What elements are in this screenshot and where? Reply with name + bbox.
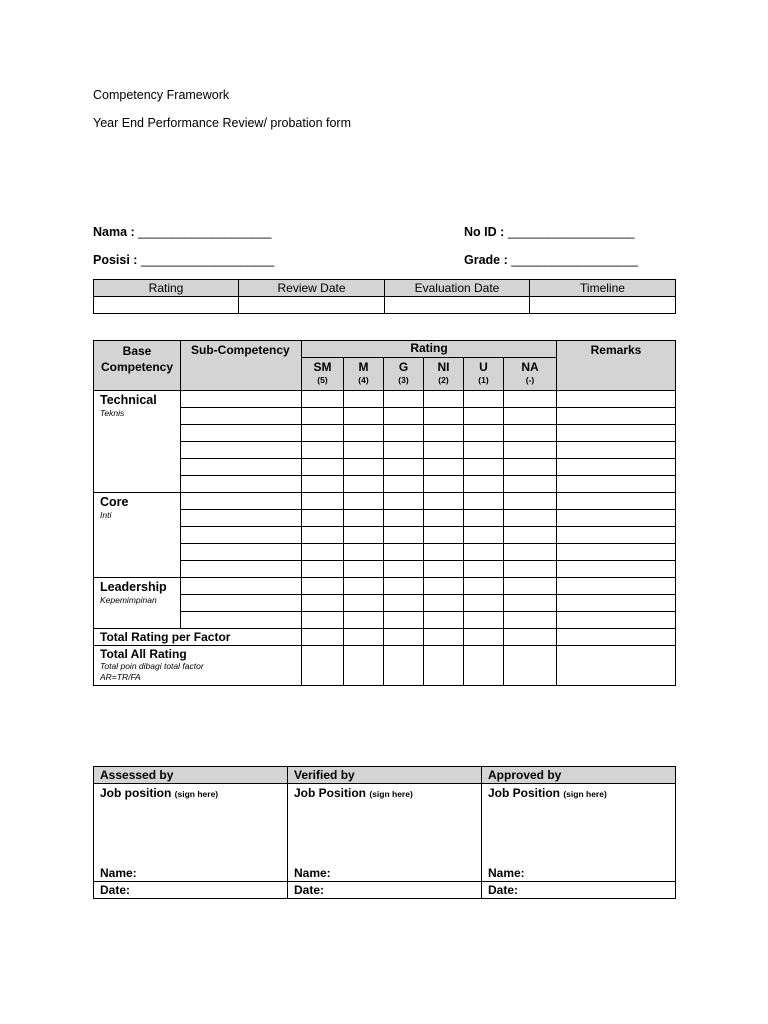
rating-cell[interactable] [424, 595, 464, 612]
rating-cell[interactable] [464, 527, 504, 544]
posisi-label: Posisi : [93, 253, 138, 267]
rating-scale-m [344, 358, 384, 391]
sign-here-hint: (sign here) [174, 789, 219, 799]
rating-cell[interactable] [384, 408, 424, 425]
remarks-cell[interactable] [557, 544, 676, 561]
scale-points: (3) [398, 375, 409, 385]
rating-cell[interactable] [344, 561, 384, 578]
scale-points: (1) [478, 375, 489, 385]
table-row [94, 493, 676, 510]
rating-cell[interactable] [344, 595, 384, 612]
rating-group-header: Rating [302, 341, 557, 358]
scale-points: (-) [525, 375, 535, 385]
table-row [94, 612, 676, 629]
table-row [94, 510, 676, 527]
rating-cell[interactable] [504, 612, 557, 629]
group-subtitle: Inti [100, 510, 112, 520]
table-row [94, 527, 676, 544]
verified-signature-box[interactable] [288, 784, 482, 882]
group-subtitle: Teknis [100, 408, 125, 418]
rating-cell[interactable] [504, 527, 557, 544]
remarks-cell[interactable] [557, 425, 676, 442]
rating-cell[interactable] [464, 442, 504, 459]
rating-cell[interactable] [384, 391, 424, 408]
table-row [94, 476, 676, 493]
total-factor-cell[interactable] [504, 629, 557, 646]
rating-cell[interactable] [384, 561, 424, 578]
rating-cell[interactable] [464, 493, 504, 510]
rating-cell[interactable] [302, 442, 344, 459]
scale-code: G [398, 360, 409, 374]
rating-cell[interactable] [424, 408, 464, 425]
remarks-cell[interactable] [557, 612, 676, 629]
remarks-cell[interactable] [557, 442, 676, 459]
job-position-text: Job Position [488, 786, 560, 800]
rating-header: Rating [94, 280, 239, 297]
grade-line[interactable]: ___________________ [511, 253, 638, 267]
signoff-table [93, 766, 676, 899]
rating-scale-sm [302, 358, 344, 391]
rating-cell[interactable] [94, 297, 239, 314]
posisi-line[interactable]: ____________________ [140, 253, 274, 267]
rating-cell[interactable] [424, 561, 464, 578]
rating-cell[interactable] [504, 510, 557, 527]
rating-cell[interactable] [464, 578, 504, 595]
sub-competency-cell[interactable] [181, 595, 302, 612]
grade-label: Grade : [464, 253, 508, 267]
group-name: Technical [100, 393, 157, 407]
total-all-label: Total All Rating [100, 647, 187, 661]
table-row [94, 442, 676, 459]
total-all-row [94, 646, 676, 686]
assessed-by-header: Assessed by [94, 767, 288, 784]
rating-scale-u [464, 358, 504, 391]
approved-date-cell[interactable]: Date: [482, 882, 676, 899]
total-per-factor-label: Total Rating per Factor [94, 629, 302, 646]
evaluation-date-cell[interactable] [385, 297, 530, 314]
base-competency-technical [94, 391, 181, 493]
rating-cell[interactable] [424, 578, 464, 595]
remarks-cell[interactable] [557, 408, 676, 425]
table-row [94, 595, 676, 612]
remarks-cell[interactable] [557, 595, 676, 612]
review-date-cell[interactable] [239, 297, 385, 314]
rating-cell[interactable] [464, 612, 504, 629]
rating-cell[interactable] [344, 510, 384, 527]
rating-cell[interactable] [344, 544, 384, 561]
rating-cell[interactable] [504, 493, 557, 510]
job-position-text: Job position [100, 786, 172, 800]
sub-competency-cell[interactable] [181, 561, 302, 578]
table-row [94, 578, 676, 595]
sub-competency-cell[interactable] [181, 544, 302, 561]
rating-cell[interactable] [504, 476, 557, 493]
rating-cell[interactable] [384, 527, 424, 544]
rating-cell[interactable] [302, 493, 344, 510]
rating-cell[interactable] [464, 391, 504, 408]
total-factor-cell[interactable] [302, 629, 344, 646]
total-all-cell[interactable] [464, 646, 504, 686]
assessed-signature-box[interactable] [94, 784, 288, 882]
verified-by-header: Verified by [288, 767, 482, 784]
rating-cell[interactable] [384, 442, 424, 459]
sub-competency-cell[interactable] [181, 408, 302, 425]
name-label: Name: [488, 866, 525, 880]
rating-cell[interactable] [302, 391, 344, 408]
rating-cell[interactable] [302, 425, 344, 442]
table-row [94, 391, 676, 408]
rating-cell[interactable] [464, 425, 504, 442]
rating-cell[interactable] [384, 493, 424, 510]
table-row [94, 425, 676, 442]
rating-cell[interactable] [504, 561, 557, 578]
rating-cell[interactable] [424, 476, 464, 493]
rating-cell[interactable] [344, 408, 384, 425]
document-subtitle: Year End Performance Review/ probation form [93, 116, 352, 130]
rating-cell[interactable] [504, 578, 557, 595]
scale-code: M [358, 360, 369, 374]
rating-cell[interactable] [302, 408, 344, 425]
rating-cell[interactable] [384, 459, 424, 476]
rating-cell[interactable] [302, 510, 344, 527]
job-position-label [294, 786, 413, 800]
scale-code: SM [313, 360, 332, 374]
sub-competency-cell[interactable] [181, 510, 302, 527]
rating-cell[interactable] [302, 476, 344, 493]
grade-field[interactable] [464, 253, 638, 267]
sub-competency-cell[interactable] [181, 442, 302, 459]
competency-table [93, 340, 676, 686]
base-competency-leadership [94, 578, 181, 629]
nama-line[interactable]: ____________________ [138, 225, 272, 239]
name-label: Name: [100, 866, 137, 880]
rating-cell[interactable] [344, 527, 384, 544]
rating-cell[interactable] [464, 544, 504, 561]
total-per-factor-row [94, 629, 676, 646]
rating-cell[interactable] [504, 408, 557, 425]
total-factor-cell[interactable] [424, 629, 464, 646]
table-row [94, 561, 676, 578]
scale-points: (2) [438, 375, 449, 385]
verified-date-cell[interactable]: Date: [288, 882, 482, 899]
total-all-formula: AR=TR/FA [100, 672, 141, 682]
job-position-text: Job Position [294, 786, 366, 800]
sub-competency-header: Sub-Competency [181, 341, 302, 391]
total-all-cell[interactable] [344, 646, 384, 686]
scale-points: (4) [358, 375, 369, 385]
rating-cell[interactable] [424, 612, 464, 629]
sub-competency-cell[interactable] [181, 493, 302, 510]
remarks-cell[interactable] [557, 476, 676, 493]
total-all-note: Total poin dibagi total factor [100, 661, 204, 671]
rating-cell[interactable] [504, 425, 557, 442]
scale-points: (5) [317, 375, 328, 385]
total-all-cell[interactable] [504, 646, 557, 686]
table-row [94, 408, 676, 425]
approved-by-header: Approved by [482, 767, 676, 784]
rating-scale-ni [424, 358, 464, 391]
scale-code: NI [437, 360, 450, 374]
total-all-remarks-cell[interactable] [557, 646, 676, 686]
total-all-cell[interactable] [302, 646, 344, 686]
rating-cell[interactable] [344, 391, 384, 408]
rating-cell[interactable] [424, 493, 464, 510]
timeline-header: Timeline [530, 280, 676, 297]
rating-cell[interactable] [384, 612, 424, 629]
name-label: Name: [294, 866, 331, 880]
rating-cell[interactable] [424, 425, 464, 442]
group-name: Core [100, 495, 129, 509]
rating-cell[interactable] [504, 544, 557, 561]
rating-cell[interactable] [302, 612, 344, 629]
rating-cell[interactable] [424, 442, 464, 459]
rating-cell[interactable] [464, 476, 504, 493]
rating-scale-na [504, 358, 557, 391]
group-subtitle: Kepemimpinan [100, 595, 157, 605]
noid-line[interactable]: ___________________ [507, 225, 635, 239]
rating-cell[interactable] [302, 578, 344, 595]
review-info-table [93, 279, 676, 314]
remarks-cell[interactable] [557, 510, 676, 527]
sign-here-hint: (sign here) [369, 789, 413, 799]
scale-code: U [479, 360, 488, 374]
sub-competency-cell[interactable] [181, 391, 302, 408]
total-factor-cell[interactable] [464, 629, 504, 646]
nama-label: Nama : [93, 225, 135, 239]
total-factor-cell[interactable] [344, 629, 384, 646]
group-name: Leadership [100, 580, 167, 594]
rating-cell[interactable] [504, 595, 557, 612]
total-factor-cell[interactable] [384, 629, 424, 646]
document-title: Competency Framework [93, 88, 230, 102]
remarks-cell[interactable] [557, 459, 676, 476]
rating-cell[interactable] [344, 493, 384, 510]
total-all-label-cell [94, 646, 302, 686]
remarks-cell[interactable] [557, 527, 676, 544]
nama-field[interactable] [93, 225, 271, 239]
rating-cell[interactable] [464, 595, 504, 612]
rating-cell[interactable] [344, 578, 384, 595]
noid-field[interactable] [464, 225, 634, 239]
rating-cell[interactable] [424, 459, 464, 476]
rating-cell[interactable] [384, 595, 424, 612]
rating-scale-g [384, 358, 424, 391]
rating-cell[interactable] [302, 459, 344, 476]
rating-cell[interactable] [464, 459, 504, 476]
rating-cell[interactable] [504, 442, 557, 459]
rating-cell[interactable] [424, 510, 464, 527]
sub-competency-cell[interactable] [181, 459, 302, 476]
rating-cell[interactable] [302, 561, 344, 578]
remarks-cell[interactable] [557, 493, 676, 510]
total-all-cell[interactable] [424, 646, 464, 686]
rating-cell[interactable] [344, 442, 384, 459]
rating-cell[interactable] [464, 510, 504, 527]
posisi-field[interactable] [93, 253, 274, 267]
evaluation-date-header: Evaluation Date [385, 280, 530, 297]
review-date-header: Review Date [239, 280, 385, 297]
rating-cell[interactable] [464, 561, 504, 578]
rating-cell[interactable] [504, 391, 557, 408]
timeline-cell[interactable] [530, 297, 676, 314]
rating-cell[interactable] [424, 527, 464, 544]
total-all-cell[interactable] [384, 646, 424, 686]
rating-cell[interactable] [384, 544, 424, 561]
rating-cell[interactable] [424, 544, 464, 561]
rating-cell[interactable] [302, 527, 344, 544]
job-position-label [100, 786, 218, 800]
rating-cell[interactable] [302, 544, 344, 561]
base-competency-header: Base Competency [94, 341, 181, 391]
total-factor-remarks-cell[interactable] [557, 629, 676, 646]
table-row [94, 459, 676, 476]
base-competency-core [94, 493, 181, 578]
rating-cell[interactable] [344, 459, 384, 476]
rating-cell[interactable] [344, 612, 384, 629]
rating-cell[interactable] [344, 425, 384, 442]
remarks-cell[interactable] [557, 561, 676, 578]
rating-cell[interactable] [302, 595, 344, 612]
remarks-cell[interactable] [557, 578, 676, 595]
sub-competency-cell[interactable] [181, 476, 302, 493]
rating-cell[interactable] [344, 476, 384, 493]
remarks-header: Remarks [557, 341, 676, 391]
sub-competency-cell[interactable] [181, 425, 302, 442]
scale-code: NA [521, 360, 539, 374]
rating-cell[interactable] [384, 578, 424, 595]
rating-cell[interactable] [384, 425, 424, 442]
rating-cell[interactable] [384, 510, 424, 527]
remarks-cell[interactable] [557, 391, 676, 408]
assessed-date-cell[interactable]: Date: [94, 882, 288, 899]
rating-cell[interactable] [464, 408, 504, 425]
sub-competency-cell[interactable] [181, 612, 302, 629]
sign-here-hint: (sign here) [563, 789, 607, 799]
rating-cell[interactable] [384, 476, 424, 493]
noid-label: No ID : [464, 225, 505, 239]
table-row [94, 544, 676, 561]
approved-signature-box[interactable] [482, 784, 676, 882]
rating-cell[interactable] [424, 391, 464, 408]
rating-cell[interactable] [504, 459, 557, 476]
sub-competency-cell[interactable] [181, 527, 302, 544]
job-position-label [488, 786, 607, 800]
sub-competency-cell[interactable] [181, 578, 302, 595]
